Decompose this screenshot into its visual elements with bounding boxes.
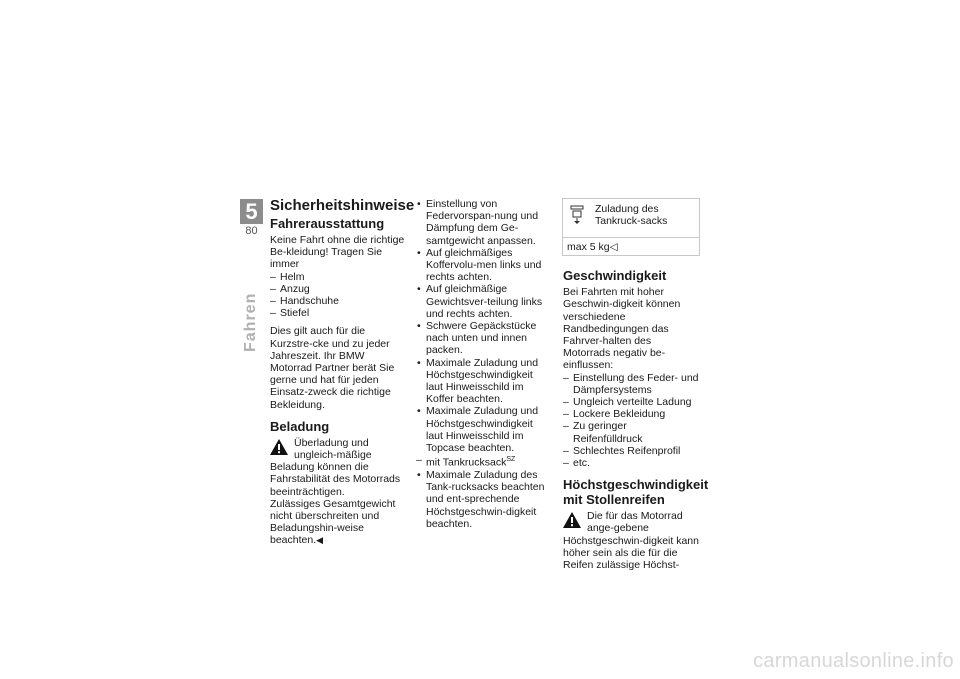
list-item: [416, 454, 550, 469]
loading-warning-text-2: Zulässiges Gesamtgewicht nicht überschreiten und Beladungshin-weise beachten.: [270, 497, 396, 547]
list-item: • Auf gleichmäßiges Koffervolu-men links und rechts achten.: [416, 247, 550, 284]
tank-bag-load-box: [562, 198, 700, 256]
speed-intro: Bei Fahrten mit hoher Geschwin-digkeit können verschiedene Randbedingungen das Fahrver-halten des Motorrads negativ be-einflussen:: [563, 286, 681, 372]
loading-warning-text: Überladung und ungleich-mäßige Beladung können die Fahrstabilität des Motorrads beeinträchtigen.: [270, 436, 401, 498]
equipment-list: [270, 271, 408, 320]
list-item: • Maximale Zuladung und Höchstgeschwindigkeit laut Hinweisschild im Koffer beachten.: [416, 357, 550, 406]
list-item: – Lockere Bekleidung: [563, 408, 699, 420]
tank-bag-load-title: Zuladung des Tankruck-sacks: [595, 203, 668, 228]
studded-tyres-warning: [563, 510, 699, 571]
list-item: – Helm: [270, 271, 408, 283]
loading-heading: Beladung: [270, 418, 330, 434]
page-number: 80: [245, 225, 258, 237]
equipment-intro: Keine Fahrt ohne die richtige Be-kleidung! Tragen Sie immer: [270, 234, 405, 271]
end-mark-icon: ◁: [609, 241, 618, 253]
speed-heading: Geschwindigkeit: [563, 268, 667, 284]
list-item: – Anzug: [270, 283, 408, 295]
list-item: • Maximale Zuladung des Tank-rucksacks beachten und ent-sprechende Höchstgeschwin-digkeit beachten.: [416, 469, 550, 530]
list-item: • Maximale Zuladung und Höchstgeschwindigkeit laut Hinweisschild im Topcase beachten.: [416, 405, 550, 454]
warning-triangle-icon: [563, 512, 581, 528]
special-equipment-mark: SZ: [506, 456, 516, 464]
list-item: • Schwere Gepäckstücke nach unten und innen packen.: [416, 320, 550, 357]
list-item: • Einstellung von Federvorspan-nung und Dämpfung dem Ge-samtgewicht anpassen.: [416, 198, 550, 247]
column-2: [416, 198, 550, 530]
tank-bag-load-value: max 5 kg: [567, 241, 610, 253]
list-item: – Handschuhe: [270, 295, 408, 307]
list-item: – etc.: [563, 457, 699, 469]
list-item: – Stiefel: [270, 307, 408, 319]
loading-warning: [270, 437, 408, 498]
chapter-side-label: Fahren: [242, 292, 259, 352]
column-1: [270, 197, 415, 547]
tank-bag-item-text: mit Tankrucksack: [426, 456, 507, 469]
tank-bag-weight-icon: [569, 205, 585, 225]
studded-tyres-heading: Höchstgeschwindigkeit mit Stollenreifen: [563, 477, 709, 508]
equipment-note: Dies gilt auch für die Kurzstre-cke und zu jeder Jahreszeit. Ihr BMW Motorrad Partner berät Sie gerne und hat für jeden Einsatz-zweck die richtige Bekleidung.: [270, 325, 395, 411]
list-item: – Ungleich verteilte Ladung: [563, 396, 699, 408]
chapter-number: 5: [240, 199, 263, 224]
speed-factors-list: [563, 372, 699, 470]
section-title: Sicherheitshinweise: [270, 197, 415, 214]
loading-tips-list: [416, 198, 550, 530]
equipment-heading: Fahrerausstattung: [270, 216, 385, 231]
warning-triangle-icon: [270, 439, 288, 455]
studded-tyres-warning-text: Die für das Motorrad ange-gebene Höchstgeschwin-digkeit kann höher sein als die für die Reifen zulässige Höchst-: [563, 510, 699, 572]
list-item: – Schlechtes Reifenprofil: [563, 445, 699, 457]
list-item: – Zu geringer Reifenfülldruck: [563, 420, 699, 444]
list-item: – Einstellung des Feder- und Dämpfersystems: [563, 372, 699, 396]
column-3: [563, 198, 709, 572]
list-item: • Auf gleichmäßige Gewichtsver-teilung links und rechts achten.: [416, 283, 550, 320]
watermark: carmanualsonline.info: [753, 650, 954, 672]
end-mark-icon: ◀: [316, 535, 324, 546]
